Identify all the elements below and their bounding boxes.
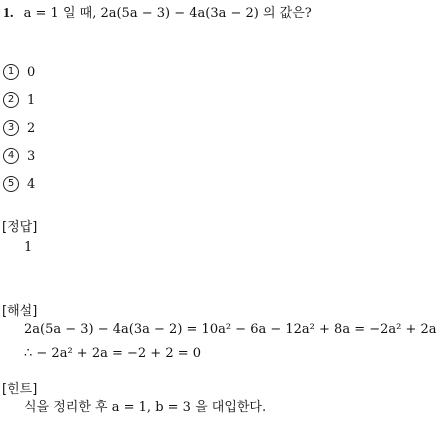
choice-1-marker: 1: [3, 64, 19, 80]
solution-line-1: 2a(5a − 3) − 4a(3a − 2) = 10a² − 6a − 12a² + 8a = −2a² + 2a: [24, 322, 437, 337]
answer-value: 1: [24, 240, 33, 255]
choice-2-value: 1: [27, 92, 36, 108]
choice-3-value: 2: [27, 120, 36, 136]
solution-label: [해설]: [2, 304, 38, 319]
choice-4-marker: 4: [3, 148, 19, 164]
choice-3[interactable]: [3, 114, 35, 142]
choice-1[interactable]: [3, 58, 35, 86]
question: [3, 2, 312, 22]
choice-list: [3, 58, 35, 198]
choice-2-marker: 2: [3, 92, 19, 108]
choice-4-value: 3: [27, 148, 36, 164]
solution-line-2: ∴ − 2a² + 2a = −2 + 2 = 0: [24, 346, 202, 361]
solution-body: [24, 318, 437, 366]
hint-text: 식을 정리한 후 a = 1, b = 3 을 대입한다.: [24, 400, 267, 415]
choice-3-marker: 3: [3, 120, 19, 136]
choice-5-value: 4: [27, 176, 36, 192]
hint-label: [힌트]: [2, 382, 38, 397]
choice-5-marker: 5: [3, 176, 19, 192]
question-number: 1.: [3, 6, 14, 21]
choice-4[interactable]: [3, 142, 35, 170]
question-text: a = 1 일 때, 2a(5a − 3) − 4a(3a − 2) 의 값은?: [23, 6, 312, 21]
choice-1-value: 0: [27, 64, 36, 80]
answer-label: [정답]: [2, 220, 38, 235]
choice-2[interactable]: [3, 86, 35, 114]
choice-5[interactable]: [3, 170, 35, 198]
